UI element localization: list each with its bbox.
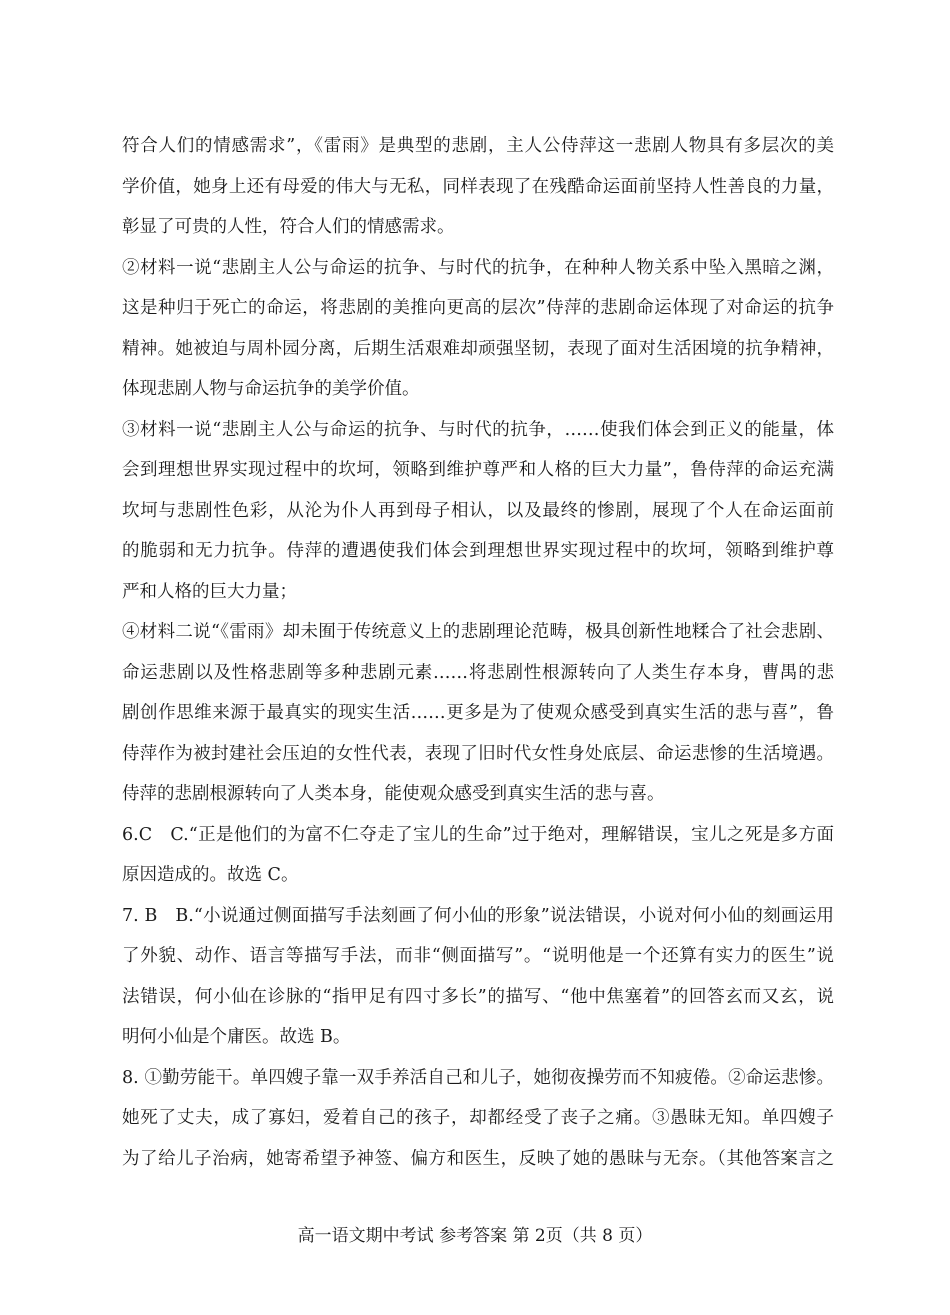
page-footer: 高一语文期中考试 参考答案 第 2页（共 8 页） (297, 1226, 653, 1246)
text-line: 符合人们的情感需求”，《雷雨》是典型的悲剧，主人公侍萍这一悲剧人物具有多层次的美 (122, 136, 834, 156)
text-line: 8. ①勤劳能干。单四嫂子靠一双手养活自己和儿子，她彻夜操劳而不知疲倦。②命运悲惨。 (122, 1067, 834, 1088)
text-line: 法错误，何小仙在诊脉的“指甲足有四寸多长”的描写、“他中焦塞着”的回答玄而又玄，说 (122, 986, 834, 1007)
text-line: 为了给儿子治病，她寄希望予神签、偏方和医生，反映了她的愚昧与无奈。（其他答案言之 (122, 1148, 834, 1169)
text-line: 7. B B.“小说通过侧面描写手法刻画了何小仙的形象”说法错误，小说对何小仙的刻画运用 (122, 905, 834, 926)
text-line: 会到理想世界实现过程中的坎坷，领略到维护尊严和人格的巨大力量”，鲁侍萍的命运充满 (122, 460, 834, 480)
text-line: 侍萍的悲剧根源转向了人类本身，能使观众感受到真实生活的悲与喜。 (122, 784, 665, 804)
text-line: 6.C C.“正是他们的为富不仁夺走了宝儿的生命”过于绝对，理解错误，宝儿之死是多方面 (122, 824, 834, 845)
text-line: 这是种归于死亡的命运，将悲剧的美推向更高的层次”侍萍的悲剧命运体现了对命运的抗争 (122, 298, 834, 318)
text-line: 学价值，她身上还有母爱的伟大与无私，同样表现了在残酷命运面前坚持人性善良的力量， (122, 176, 834, 197)
text-line: 她死了丈夫，成了寡妇，爱着自己的孩子，却都经受了丧子之痛。③愚昧无知。单四嫂子 (122, 1108, 834, 1128)
text-line: 原因造成的。故选 C。 (122, 865, 299, 885)
text-line: 命运悲剧以及性格悲剧等多种悲剧元素……将悲剧性根源转向了人类生存本身，曹禺的悲 (122, 662, 834, 683)
text-line: 侍萍作为被封建社会压迫的女性代表，表现了旧时代女性身处底层、命运悲惨的生活境遇。 (122, 743, 834, 764)
text-line: 严和人格的巨大力量； (122, 581, 297, 602)
text-line: 坎坷与悲剧性色彩，从沦为仆人再到母子相认，以及最终的惨剧，展现了个人在命运面前 (122, 500, 834, 521)
text-line: ②材料一说“悲剧主人公与命运的抗争、与时代的抗争，在种种人物关系中坠入黑暗之渊， (122, 257, 834, 278)
text-line: 彰显了可贵的人性，符合人们的情感需求。 (122, 217, 455, 237)
text-line: 剧创作思维来源于最真实的现实生活……更多是为了使观众感受到真实生活的悲与喜”，鲁 (122, 703, 834, 723)
text-line: ④材料二说“《雷雨》却未囿于传统意义上的悲剧理论范畴，极具创新性地糅合了社会悲剧、 (122, 622, 834, 642)
text-line: 精神。她被迫与周朴园分离，后期生活艰难却顽强坚韧，表现了面对生活困境的抗争精神， (122, 338, 834, 359)
text-line: 体现悲剧人物与命运抗争的美学价值。 (122, 379, 420, 399)
text-line: 了外貌、动作、语言等描写手法，而非“侧面描写”。“说明他是一个还算有实力的医生”说 (122, 946, 834, 966)
text-line: 明何小仙是个庸医。故选 B。 (122, 1027, 351, 1047)
answer-text-body (122, 126, 834, 1179)
text-line: 的脆弱和无力抗争。侍萍的遭遇使我们体会到理想世界实现过程中的坎坷，领略到维护尊 (122, 541, 834, 561)
text-line: ③材料一说“悲剧主人公与命运的抗争、与时代的抗争，……使我们体会到正义的能量，体 (122, 419, 834, 440)
